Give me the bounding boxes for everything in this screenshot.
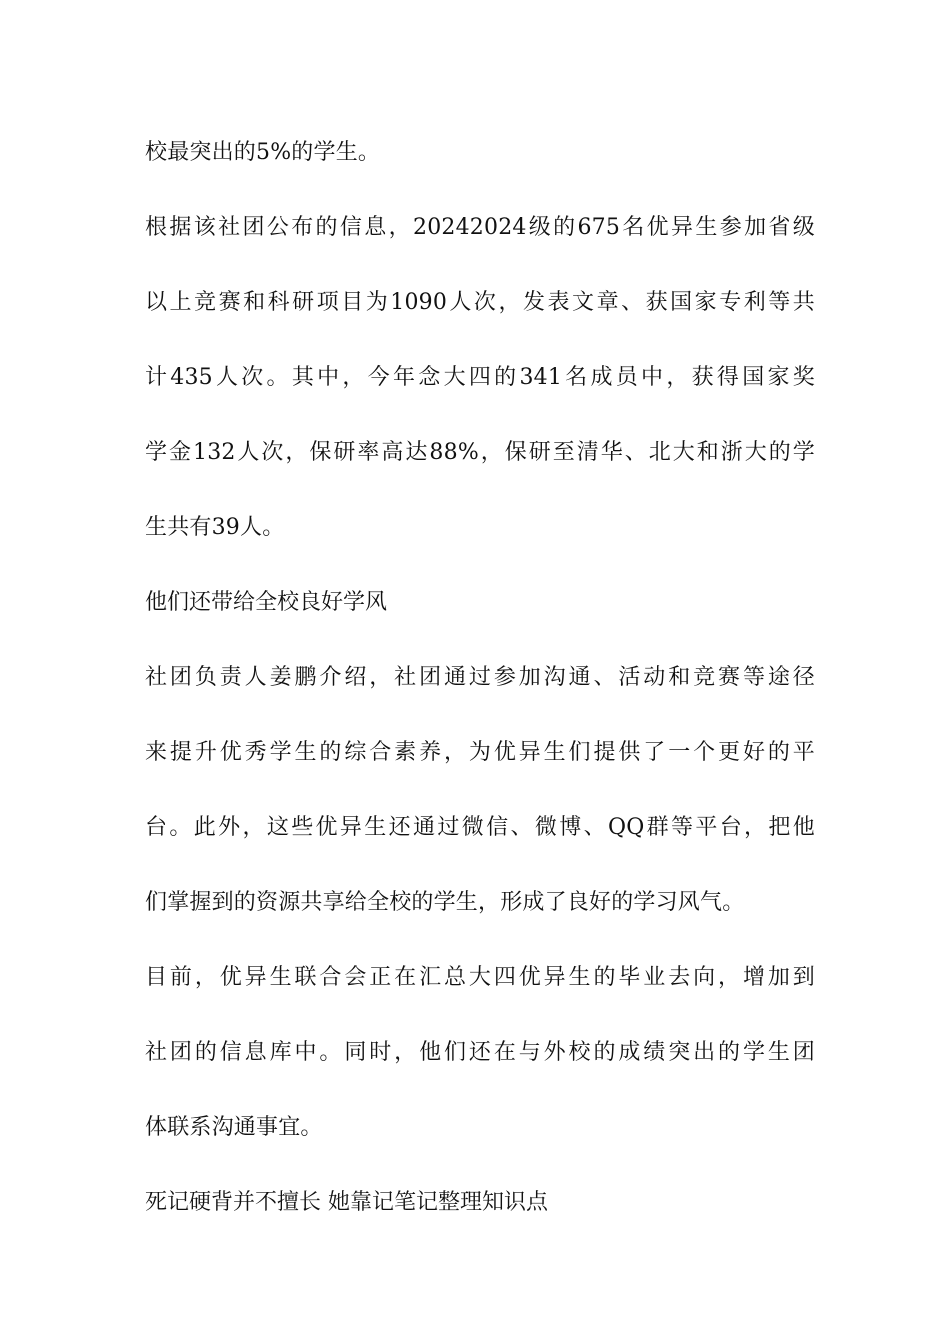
section-heading: 死记硬背并不擅长 她靠记笔记整理知识点 <box>145 1190 548 1215</box>
text-line: 计435人次。其中，今年念大四的341名成员中，获得国家奖 <box>145 365 815 390</box>
text-line: 社团的信息库中。同时，他们还在与外校的成绩突出的学生团 <box>145 1040 815 1065</box>
text-line: 社团负责人姜鹏介绍，社团通过参加沟通、活动和竞赛等途径 <box>145 665 815 690</box>
text-line: 目前，优异生联合会正在汇总大四优异生的毕业去向，增加到 <box>145 965 815 990</box>
text-line: 体联系沟通事宜。 <box>145 1115 323 1140</box>
paragraph-current-work <box>145 953 815 1153</box>
text-line: 生共有39人。 <box>145 515 285 540</box>
text-line: 们掌握到的资源共享给全校的学生，形成了良好的学习风气。 <box>145 890 745 915</box>
text-line: 学金132人次，保研率高达88%，保研至清华、北大和浙大的学 <box>145 440 815 465</box>
paragraph-intro-tail <box>145 128 815 178</box>
text-line: 以上竞赛和科研项目为1090人次，发表文章、获国家专利等共 <box>145 290 815 315</box>
text-line: 来提升优秀学生的综合素养，为优异生们提供了一个更好的平 <box>145 740 815 765</box>
text-line: 台。此外，这些优异生还通过微信、微博、QQ群等平台，把他 <box>145 815 815 840</box>
paragraph-statistics <box>145 203 815 553</box>
section-heading: 他们还带给全校良好学风 <box>145 590 388 615</box>
text-line: 根据该社团公布的信息，20242024级的675名优异生参加省级 <box>145 215 815 240</box>
paragraph-club-leader <box>145 653 815 928</box>
text-line: 校最突出的5%的学生。 <box>145 140 381 165</box>
document-body <box>145 128 815 1228</box>
